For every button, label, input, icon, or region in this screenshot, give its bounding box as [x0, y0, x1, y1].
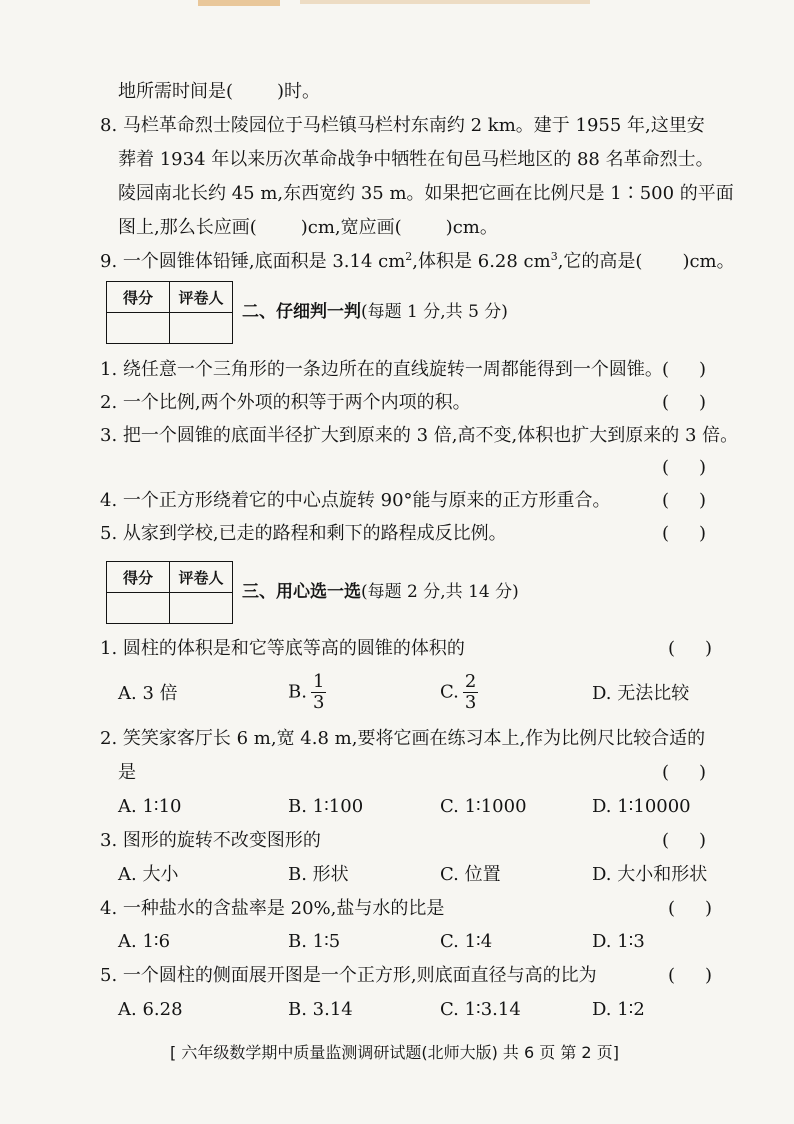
q1-option-d[interactable]: D. 无法比较	[592, 683, 690, 704]
answer-paren[interactable]	[662, 522, 706, 546]
score-box-part3	[106, 561, 233, 624]
q3-option-a[interactable]: A. 大小	[118, 864, 179, 885]
page-footer: [ 六年级数学期中质量监测调研试题(北师大版) 共 6 页 第 2 页]	[170, 1043, 619, 1062]
paren-close: )	[705, 898, 713, 919]
paren-open: (	[662, 830, 670, 851]
paren-close: )	[699, 359, 707, 380]
q1-b-prefix: B.	[288, 681, 307, 703]
choice-q3-stem: 3. 图形的旋转不改变图形的	[100, 830, 321, 851]
part3-note: (每题 2 分,共 14 分)	[361, 582, 519, 602]
paren-close: )	[705, 965, 713, 986]
scan-edge-mark-2	[300, 0, 590, 4]
grader-label: 评卷人	[170, 562, 233, 593]
q3-option-c[interactable]: C. 位置	[440, 864, 501, 885]
grader-label: 评卷人	[170, 282, 233, 313]
fraction-numerator: 1	[312, 671, 325, 692]
judge-item-5: 5. 从家到学校,已走的路程和剩下的路程成反比例。	[100, 523, 507, 544]
q9-text-b: ,体积是 6.28 cm	[412, 251, 551, 272]
judge-item-3: 3. 把一个圆锥的底面半径扩大到原来的 3 倍,高不变,体积也扩大到原来的 3 倍。	[100, 425, 739, 446]
q8-text-b: )cm,宽应画(	[300, 217, 402, 238]
q3-option-b[interactable]: B. 形状	[288, 864, 349, 885]
paren-open: (	[662, 457, 670, 478]
answer-paren[interactable]	[668, 964, 712, 988]
paren-close: )	[699, 762, 707, 783]
choice-q2-stem-1: 2. 笑笑家客厅长 6 m,宽 4.8 m,要将它画在练习本上,作为比例尺比较合适的	[100, 728, 706, 749]
q2-option-d[interactable]: D. 1∶10000	[592, 796, 691, 817]
answer-paren[interactable]	[662, 358, 706, 382]
judge-item-4: 4. 一个正方形绕着它的中心点旋转 90°能与原来的正方形重合。	[100, 490, 611, 511]
choice-q2-stem-2: 是	[118, 762, 136, 783]
q8-line1: 8. 马栏革命烈士陵园位于马栏镇马栏村东南约 2 km。建于 1955 年,这里安	[100, 115, 705, 136]
choice-q1-stem: 1. 圆柱的体积是和它等底等高的圆锥的体积的	[100, 638, 465, 659]
q7-tail-text: 地所需时间是(	[118, 81, 234, 102]
fraction-denominator: 3	[312, 692, 325, 713]
fraction-denominator: 3	[464, 692, 477, 713]
q1-option-c[interactable]	[440, 672, 478, 713]
fraction-numerator: 2	[464, 671, 477, 692]
choice-q5-stem: 5. 一个圆柱的侧面展开图是一个正方形,则底面直径与高的比为	[100, 965, 597, 986]
q8-line4	[118, 216, 498, 240]
q2-option-b[interactable]: B. 1∶100	[288, 796, 364, 817]
paren-close: )	[699, 392, 707, 413]
q1-option-b[interactable]	[288, 672, 326, 713]
q1-option-a[interactable]: A. 3 倍	[118, 683, 178, 704]
score-label: 得分	[107, 282, 170, 313]
answer-paren[interactable]	[662, 489, 706, 513]
paren-close: )	[699, 490, 707, 511]
q5-option-a[interactable]: A. 6.28	[118, 999, 183, 1020]
grader-cell[interactable]	[170, 593, 233, 624]
q5-option-b[interactable]: B. 3.14	[288, 999, 353, 1020]
answer-paren[interactable]	[662, 456, 706, 480]
judge-item-1: 1. 绕任意一个三角形的一条边所在的直线旋转一周都能得到一个圆锥。	[100, 359, 663, 380]
q7-tail-end: )时。	[277, 81, 321, 102]
part2-title-text: 二、仔细判一判	[242, 302, 361, 322]
q9-text-d: )cm。	[682, 251, 735, 272]
q4-option-c[interactable]: C. 1∶4	[440, 931, 493, 952]
answer-paren[interactable]	[662, 761, 706, 785]
part3-title	[242, 580, 519, 604]
q9-sup1: 2	[405, 250, 413, 263]
score-cell[interactable]	[107, 313, 170, 344]
q5-option-d[interactable]: D. 1∶2	[592, 999, 645, 1020]
q4-option-a[interactable]: A. 1∶6	[118, 931, 171, 952]
choice-q4-stem: 4. 一种盐水的含盐率是 20%,盐与水的比是	[100, 898, 445, 919]
paren-open: (	[668, 898, 676, 919]
answer-paren[interactable]	[662, 829, 706, 853]
paren-close: )	[699, 830, 707, 851]
paren-close: )	[699, 523, 707, 544]
fraction-one-third	[311, 672, 326, 713]
score-label: 得分	[107, 562, 170, 593]
q8-line2: 葬着 1934 年以来历次革命战争中牺牲在旬邑马栏地区的 88 名革命烈士。	[118, 149, 714, 170]
part3-title-text: 三、用心选一选	[242, 582, 361, 602]
score-cell[interactable]	[107, 593, 170, 624]
fraction-two-thirds	[463, 672, 478, 713]
answer-paren[interactable]	[668, 637, 712, 661]
q1-c-prefix: C.	[440, 681, 459, 703]
q9-sup2: 3	[550, 250, 558, 263]
paren-open: (	[668, 965, 676, 986]
q8-text-c: )cm。	[445, 217, 498, 238]
paren-open: (	[662, 359, 670, 380]
paren-close: )	[705, 638, 713, 659]
q9-text-c: ,它的高是(	[557, 251, 643, 272]
answer-paren[interactable]	[668, 897, 712, 921]
paren-close: )	[699, 457, 707, 478]
paren-open: (	[662, 762, 670, 783]
q7-tail	[118, 80, 320, 104]
q3-option-d[interactable]: D. 大小和形状	[592, 864, 708, 885]
q2-option-a[interactable]: A. 1∶10	[118, 796, 182, 817]
q5-option-c[interactable]: C. 1∶3.14	[440, 999, 521, 1020]
answer-paren[interactable]	[662, 391, 706, 415]
score-box-part2	[106, 281, 233, 344]
grader-cell[interactable]	[170, 313, 233, 344]
part2-title	[242, 300, 508, 324]
q9-line	[100, 250, 735, 274]
q4-option-d[interactable]: D. 1∶3	[592, 931, 645, 952]
paren-open: (	[662, 523, 670, 544]
q8-text-a: 图上,那么长应画(	[118, 217, 257, 238]
judge-item-2: 2. 一个比例,两个外项的积等于两个内项的积。	[100, 392, 471, 413]
q8-line3: 陵园南北长约 45 m,东西宽约 35 m。如果把它画在比例尺是 1∶500 的平面	[118, 183, 734, 204]
paren-open: (	[662, 392, 670, 413]
part2-note: (每题 1 分,共 5 分)	[361, 302, 508, 322]
paren-open: (	[668, 638, 676, 659]
q9-text-a: 9. 一个圆锥体铅锤,底面积是 3.14 cm	[100, 251, 406, 272]
paren-open: (	[662, 490, 670, 511]
scan-edge-mark	[198, 0, 280, 6]
q2-option-c[interactable]: C. 1∶1000	[440, 796, 527, 817]
q4-option-b[interactable]: B. 1∶5	[288, 931, 341, 952]
